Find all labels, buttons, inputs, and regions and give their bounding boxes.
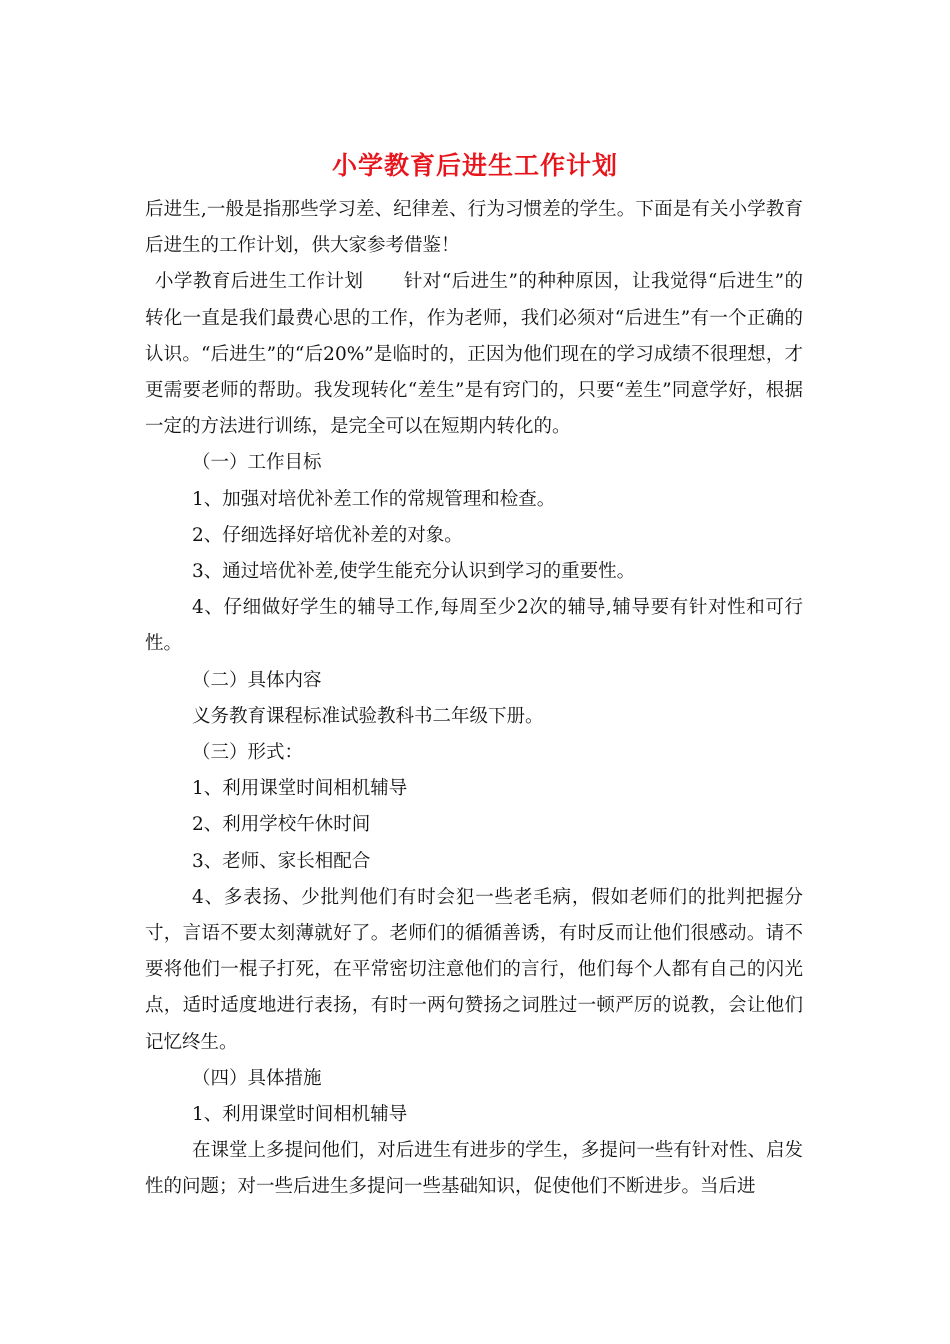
measure-text: 在课堂上多提问他们，对后进生有进步的学生，多提问一些有针对性、启发性的问题；对一些后进生多提问一些基础知识，促使他们不断进步。当后进	[145, 1140, 803, 1198]
measure-item-1: 1、利用课堂时间相机辅导	[192, 1104, 408, 1126]
goal-item-2: 2、仔细选择好培优补差的对象。	[192, 524, 463, 546]
document-title: 小学教育后进生工作计划	[331, 151, 618, 180]
format-item-2: 2、利用学校午休时间	[192, 814, 371, 836]
intro-paragraph: 后进生,一般是指那些学习差、纪律差、行为习惯差的学生。下面是有关小学教育后进生的工作计划，供大家参考借鉴！	[145, 199, 803, 257]
lead-text: 针对“后进生”的种种原因，让我觉得“后进生”的转化一直是我们最费心思的工作，作为老师，我们必须对“后进生”有一个正确的认识。“后进生”的“后20%”是临时的，正因为他们现在的学习成绩不很理想，才更需要老师的帮助。我发现转化“差生”是有窍门的，只要“差生”同意学好，根据一定的方法进行训练，是完全可以在短期内转化的。	[145, 271, 803, 438]
lead-paragraph	[145, 264, 803, 445]
section-heading-goals: （一）工作目标	[192, 452, 322, 474]
section-heading-measures: （四）具体措施	[192, 1067, 322, 1089]
format-item-4: 4、多表扬、少批判他们有时会犯一些老毛病，假如老师们的批判把握分寸，言语不要太刻薄就好了。老师们的循循善诱，有时反而让他们很感动。请不要将他们一棍子打死，在平常密切注意他们的言行，他们每个人都有自己的闪光点，适时适度地进行表扬，有时一两句赞扬之词胜过一顿严厉的说教，会让他们记忆终生。	[145, 886, 803, 1053]
goal-item-4: 4、仔细做好学生的辅导工作,每周至少2次的辅导,辅导要有针对性和可行性。	[145, 597, 803, 655]
section-heading-content: （二）具体内容	[192, 669, 322, 691]
inline-subheading: 小学教育后进生工作计划	[155, 271, 364, 293]
format-item-3: 3、老师、家长相配合	[192, 850, 371, 872]
format-item-1: 1、利用课堂时间相机辅导	[192, 778, 408, 800]
goal-item-3: 3、通过培优补差,使学生能充分认识到学习的重要性。	[192, 561, 636, 583]
section-heading-format: （三）形式：	[192, 742, 304, 764]
document-body	[145, 192, 803, 1206]
goal-item-1: 1、加强对培优补差工作的常规管理和检查。	[192, 488, 556, 510]
content-text: 义务教育课程标准试验教科书二年级下册。	[192, 705, 544, 727]
